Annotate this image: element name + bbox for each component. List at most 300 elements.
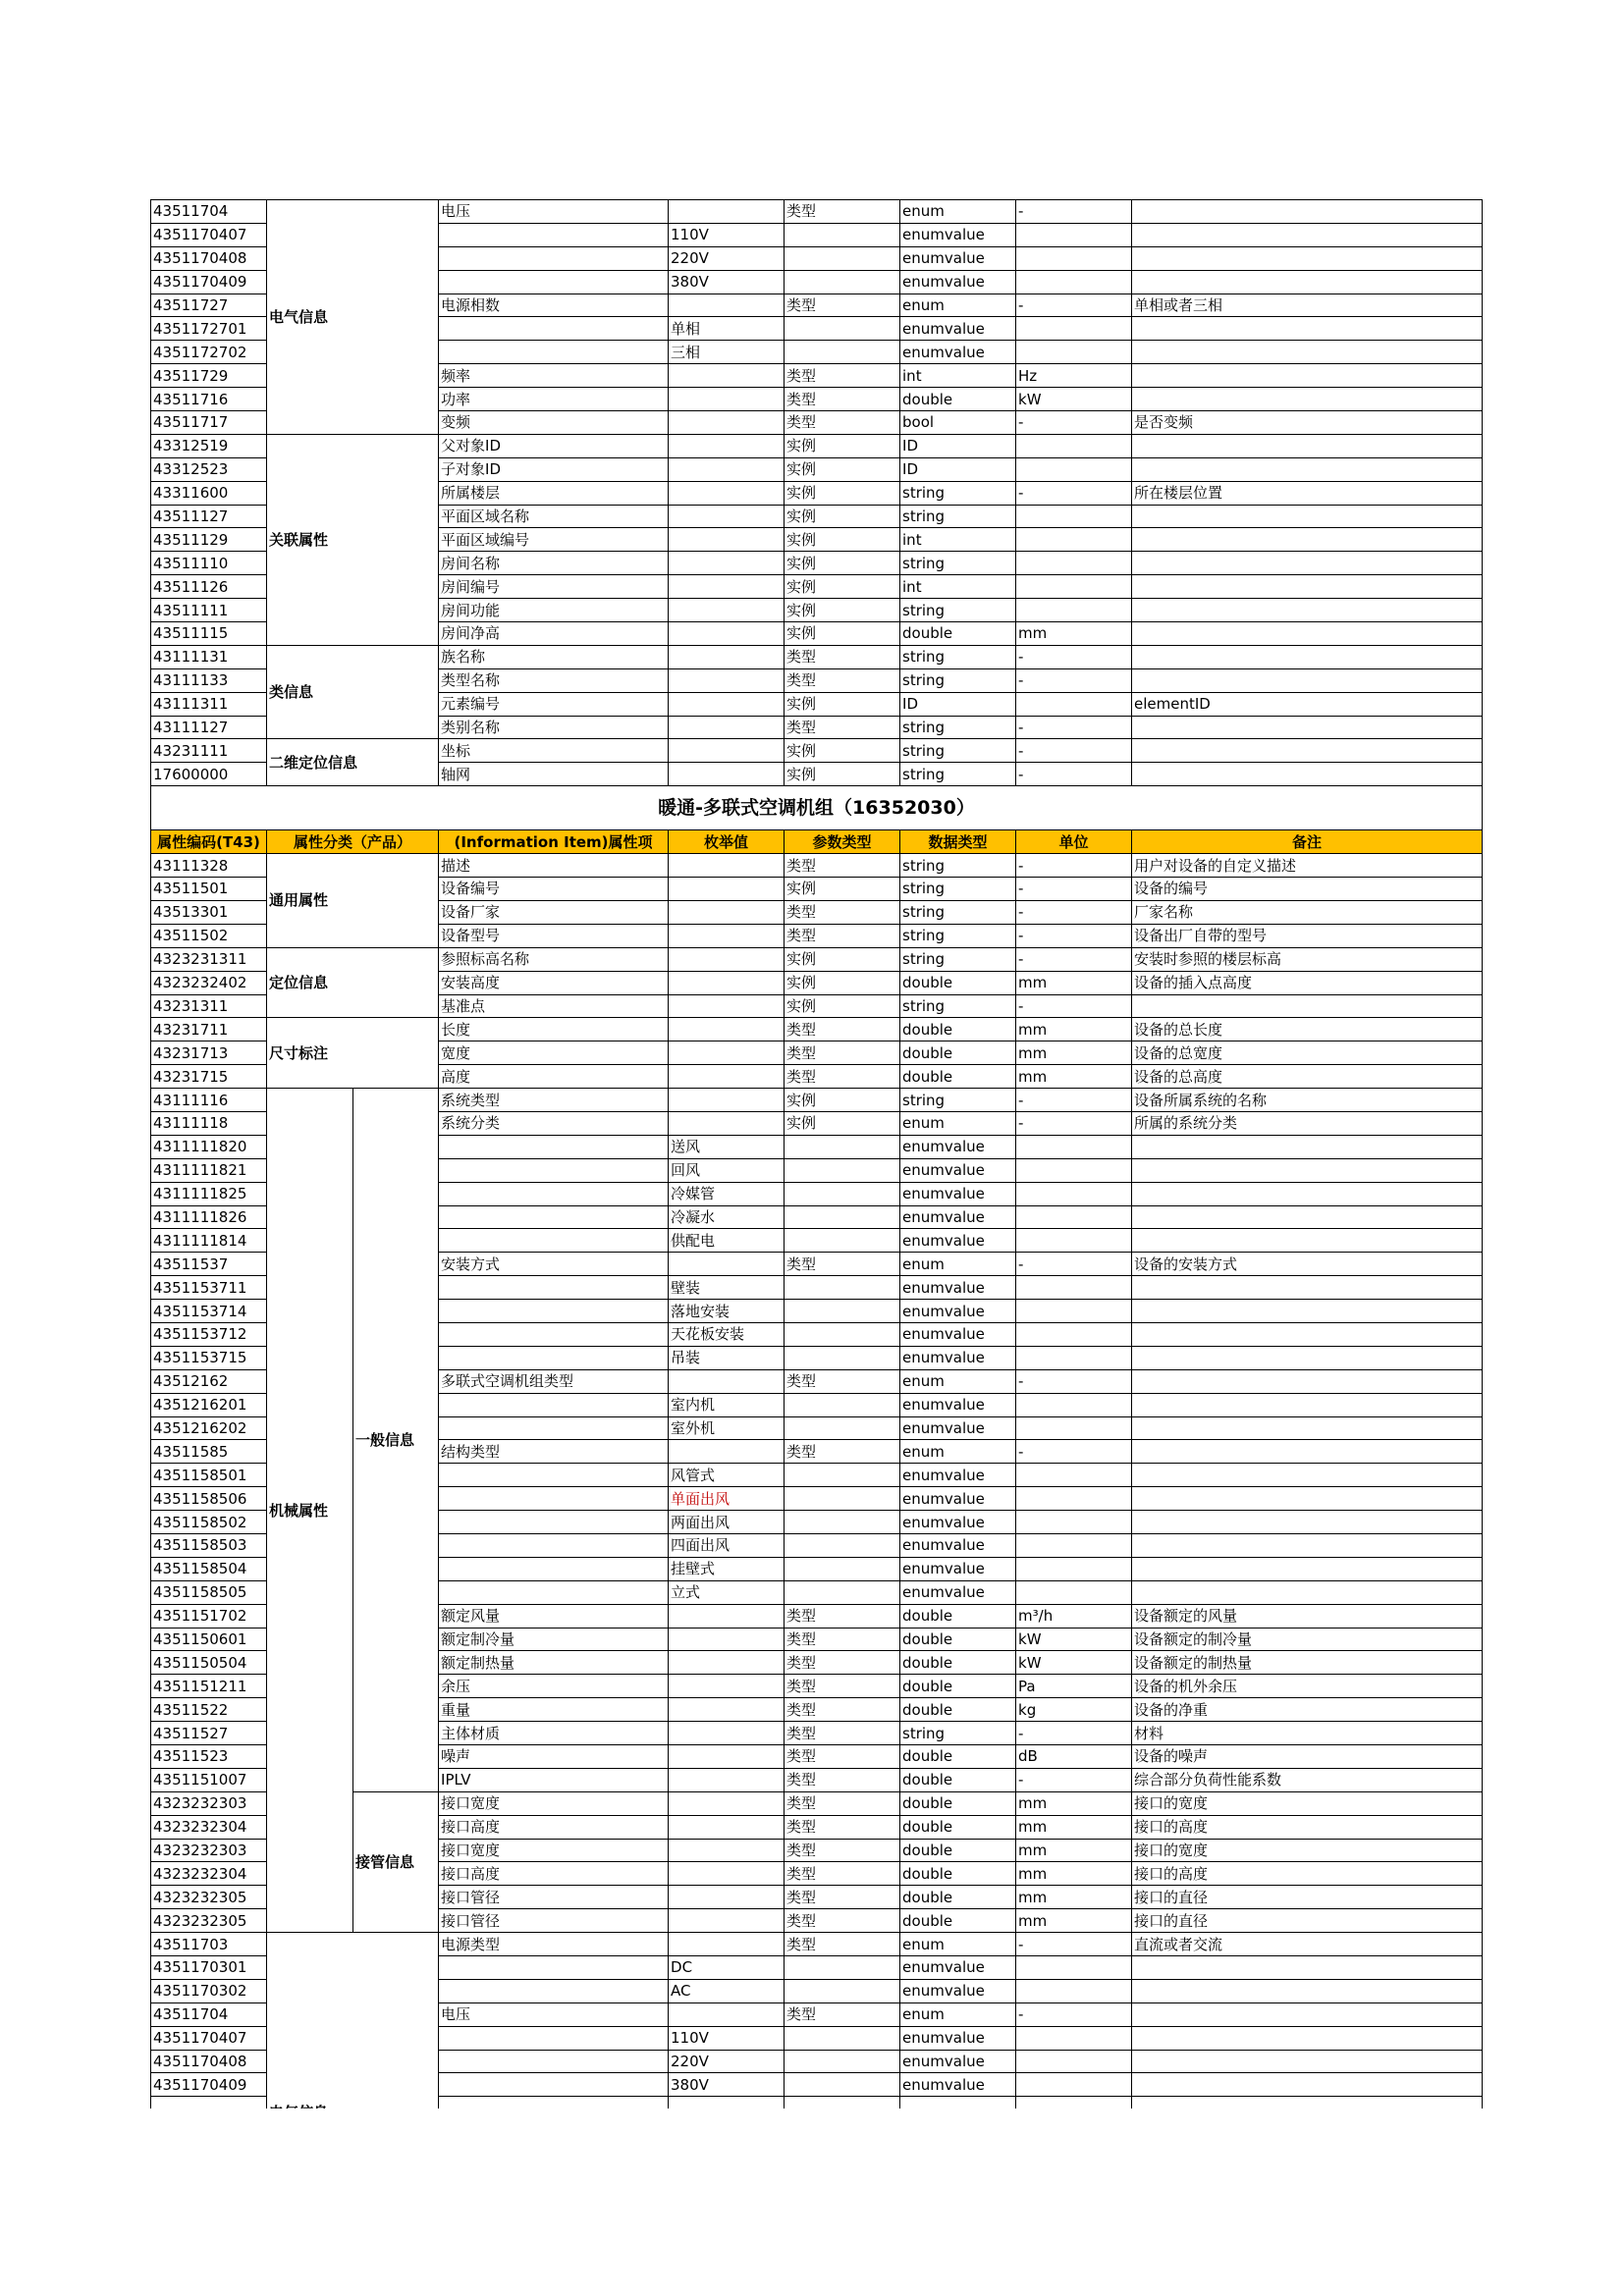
- item-cell: 基准点: [439, 994, 669, 1018]
- remark-cell: 设备的机外余压: [1132, 1675, 1483, 1698]
- param-type-cell: 类型: [785, 1862, 900, 1886]
- unit-cell: [1016, 1557, 1132, 1580]
- code-cell: 4351153714: [151, 1300, 267, 1323]
- code-cell: 43511111: [151, 599, 267, 622]
- data-type-cell: double: [900, 1839, 1016, 1862]
- code-cell: 43511703: [151, 1933, 267, 1956]
- table-row: [151, 1089, 1483, 1112]
- unit-cell: [1016, 1346, 1132, 1369]
- unit-cell: [1016, 528, 1132, 552]
- item-cell: 参照标高名称: [439, 947, 669, 971]
- data-type-cell: enumvalue: [900, 341, 1016, 364]
- item-cell: 多联式空调机组类型: [439, 1369, 669, 1393]
- param-type-cell: [785, 1956, 900, 1980]
- item-cell: 所属楼层: [439, 481, 669, 505]
- param-type-cell: 类型: [785, 1041, 900, 1065]
- param-type-cell: 实例: [785, 763, 900, 786]
- unit-cell: [1016, 1300, 1132, 1323]
- unit-cell: [1016, 1979, 1132, 2002]
- code-cell: 43511523: [151, 1745, 267, 1769]
- unit-cell: [1016, 457, 1132, 481]
- remark-cell: [1132, 223, 1483, 246]
- param-type-cell: [785, 1464, 900, 1487]
- data-type-cell: double: [900, 1041, 1016, 1065]
- unit-cell: -: [1016, 1369, 1132, 1393]
- item-cell: 房间功能: [439, 599, 669, 622]
- spreadsheet-page: [150, 199, 1482, 2120]
- param-type-cell: 类型: [785, 1651, 900, 1675]
- item-cell: 系统分类: [439, 1111, 669, 1135]
- param-type-cell: 实例: [785, 1089, 900, 1112]
- data-type-cell: double: [900, 1628, 1016, 1651]
- enum-cell: 室外机: [669, 1416, 785, 1440]
- remark-cell: 是否变频: [1132, 411, 1483, 435]
- page-bottom-margin: [150, 2109, 1525, 2296]
- code-cell: 43511704: [151, 200, 267, 224]
- code-cell: 43511716: [151, 388, 267, 411]
- remark-cell: [1132, 1369, 1483, 1393]
- item-cell: 设备编号: [439, 878, 669, 901]
- remark-cell: 所属的系统分类: [1132, 1111, 1483, 1135]
- remark-cell: [1132, 246, 1483, 270]
- enum-cell: [669, 528, 785, 552]
- enum-cell: [669, 411, 785, 435]
- item-cell: [439, 1276, 669, 1300]
- code-cell: 4351150504: [151, 1651, 267, 1675]
- param-type-cell: 实例: [785, 1111, 900, 1135]
- code-cell: 4323232402: [151, 971, 267, 994]
- param-type-cell: 类型: [785, 1839, 900, 1862]
- table-row: [151, 434, 1483, 457]
- code-cell: 43231711: [151, 1018, 267, 1041]
- code-cell: 4323232303: [151, 1839, 267, 1862]
- enum-cell: 110V: [669, 2026, 785, 2050]
- remark-cell: [1132, 1557, 1483, 1580]
- remark-cell: [1132, 1956, 1483, 1980]
- code-cell: 4351151007: [151, 1768, 267, 1791]
- item-cell: [439, 2073, 669, 2097]
- item-cell: 轴网: [439, 763, 669, 786]
- code-cell: 43511729: [151, 364, 267, 388]
- remark-cell: [1132, 668, 1483, 692]
- unit-cell: [1016, 246, 1132, 270]
- remark-cell: 厂家名称: [1132, 900, 1483, 924]
- group-label: 通用属性: [267, 854, 439, 948]
- remark-cell: elementID: [1132, 692, 1483, 716]
- param-type-cell: 类型: [785, 1815, 900, 1839]
- enum-cell: [669, 1675, 785, 1698]
- enum-cell: [669, 1886, 785, 1909]
- unit-cell: [1016, 341, 1132, 364]
- unit-cell: [1016, 1182, 1132, 1205]
- code-cell: 4351170408: [151, 2050, 267, 2073]
- enum-cell: 壁装: [669, 1276, 785, 1300]
- data-type-cell: string: [900, 900, 1016, 924]
- unit-cell: [1016, 1533, 1132, 1557]
- column-header: 备注: [1132, 830, 1483, 854]
- param-type-cell: 实例: [785, 575, 900, 599]
- item-cell: 电压: [439, 2002, 669, 2026]
- data-type-cell: enumvalue: [900, 1276, 1016, 1300]
- item-cell: [439, 2050, 669, 2073]
- code-cell: 4351151702: [151, 1604, 267, 1628]
- enum-cell: [669, 668, 785, 692]
- remark-cell: [1132, 1416, 1483, 1440]
- item-cell: 频率: [439, 364, 669, 388]
- remark-cell: 设备额定的制冷量: [1132, 1628, 1483, 1651]
- enum-cell: [669, 900, 785, 924]
- group-label: 电气信息: [267, 200, 439, 435]
- item-cell: 坐标: [439, 739, 669, 763]
- data-type-cell: enumvalue: [900, 1557, 1016, 1580]
- remark-cell: 设备额定的风量: [1132, 1604, 1483, 1628]
- enum-cell: 室内机: [669, 1393, 785, 1416]
- section-title-row: [151, 786, 1483, 830]
- param-type-cell: 实例: [785, 622, 900, 646]
- unit-cell: [1016, 1276, 1132, 1300]
- param-type-cell: 实例: [785, 599, 900, 622]
- data-type-cell: string: [900, 1089, 1016, 1112]
- item-cell: [439, 1300, 669, 1323]
- unit-cell: -: [1016, 1768, 1132, 1791]
- table-row: [151, 1933, 1483, 1956]
- unit-cell: [1016, 1464, 1132, 1487]
- item-cell: 安装方式: [439, 1253, 669, 1276]
- param-type-cell: 类型: [785, 645, 900, 668]
- remark-cell: 设备出厂自带的型号: [1132, 924, 1483, 947]
- enum-cell: [669, 716, 785, 739]
- code-cell: 4311111820: [151, 1135, 267, 1158]
- param-type-cell: [785, 2073, 900, 2097]
- table-row: [151, 1018, 1483, 1041]
- param-type-cell: 实例: [785, 457, 900, 481]
- enum-cell: 单相: [669, 317, 785, 341]
- item-cell: 余压: [439, 1675, 669, 1698]
- param-type-cell: 类型: [785, 388, 900, 411]
- enum-cell: [669, 1604, 785, 1628]
- remark-cell: [1132, 1393, 1483, 1416]
- remark-cell: [1132, 763, 1483, 786]
- item-cell: 电源相数: [439, 294, 669, 317]
- data-type-cell: string: [900, 739, 1016, 763]
- code-cell: 4351153711: [151, 1276, 267, 1300]
- item-cell: [439, 1393, 669, 1416]
- item-cell: [439, 246, 669, 270]
- item-cell: 主体材质: [439, 1722, 669, 1745]
- data-type-cell: enumvalue: [900, 1580, 1016, 1604]
- group-label: 定位信息: [267, 947, 439, 1018]
- code-cell: 43231311: [151, 994, 267, 1018]
- remark-cell: [1132, 528, 1483, 552]
- enum-cell: [669, 481, 785, 505]
- param-type-cell: 类型: [785, 1628, 900, 1651]
- data-type-cell: double: [900, 1886, 1016, 1909]
- data-type-cell: enum: [900, 1369, 1016, 1393]
- item-cell: 电源类型: [439, 1933, 669, 1956]
- param-type-cell: [785, 317, 900, 341]
- unit-cell: mm: [1016, 1791, 1132, 1815]
- unit-cell: mm: [1016, 1815, 1132, 1839]
- unit-cell: -: [1016, 947, 1132, 971]
- enum-cell: [669, 1698, 785, 1722]
- remark-cell: 设备的编号: [1132, 878, 1483, 901]
- param-type-cell: 实例: [785, 739, 900, 763]
- item-cell: [439, 1322, 669, 1346]
- data-type-cell: int: [900, 528, 1016, 552]
- item-cell: [439, 223, 669, 246]
- remark-cell: [1132, 270, 1483, 294]
- data-type-cell: int: [900, 575, 1016, 599]
- item-cell: 父对象ID: [439, 434, 669, 457]
- item-cell: 接口管径: [439, 1909, 669, 1933]
- code-cell: 4351170302: [151, 1979, 267, 2002]
- data-type-cell: double: [900, 1791, 1016, 1815]
- data-type-cell: string: [900, 924, 1016, 947]
- code-cell: 43511527: [151, 1722, 267, 1745]
- data-type-cell: enumvalue: [900, 1158, 1016, 1182]
- remark-cell: [1132, 1229, 1483, 1253]
- group-label: 关联属性: [267, 434, 439, 645]
- enum-cell: [669, 1815, 785, 1839]
- remark-cell: 设备的净重: [1132, 1698, 1483, 1722]
- code-cell: 43511522: [151, 1698, 267, 1722]
- unit-cell: kW: [1016, 388, 1132, 411]
- item-cell: 接口宽度: [439, 1791, 669, 1815]
- enum-cell: 380V: [669, 2073, 785, 2097]
- data-type-cell: string: [900, 994, 1016, 1018]
- data-type-cell: double: [900, 1862, 1016, 1886]
- item-cell: 平面区域名称: [439, 505, 669, 528]
- item-cell: [439, 1229, 669, 1253]
- item-cell: [439, 2026, 669, 2050]
- data-type-cell: enumvalue: [900, 1464, 1016, 1487]
- data-type-cell: enumvalue: [900, 2050, 1016, 2073]
- enum-cell: [669, 1722, 785, 1745]
- data-type-cell: enumvalue: [900, 1956, 1016, 1980]
- data-type-cell: string: [900, 599, 1016, 622]
- remark-cell: 设备的总长度: [1132, 1018, 1483, 1041]
- remark-cell: [1132, 1464, 1483, 1487]
- param-type-cell: [785, 1205, 900, 1229]
- enum-cell: 吊装: [669, 1346, 785, 1369]
- item-cell: [439, 1416, 669, 1440]
- item-cell: 额定制冷量: [439, 1628, 669, 1651]
- data-type-cell: double: [900, 1698, 1016, 1722]
- param-type-cell: [785, 223, 900, 246]
- unit-cell: -: [1016, 763, 1132, 786]
- unit-cell: [1016, 2050, 1132, 2073]
- unit-cell: -: [1016, 668, 1132, 692]
- enum-cell: 三相: [669, 341, 785, 364]
- param-type-cell: [785, 1487, 900, 1511]
- unit-cell: -: [1016, 924, 1132, 947]
- unit-cell: [1016, 1580, 1132, 1604]
- item-cell: [439, 1533, 669, 1557]
- unit-cell: [1016, 317, 1132, 341]
- code-cell: 43111116: [151, 1089, 267, 1112]
- group-label: [267, 1933, 439, 2120]
- param-type-cell: 类型: [785, 1909, 900, 1933]
- param-type-cell: [785, 1511, 900, 1534]
- column-header: 单位: [1016, 830, 1132, 854]
- param-type-cell: [785, 1533, 900, 1557]
- column-header: 参数类型: [785, 830, 900, 854]
- item-cell: [439, 1956, 669, 1980]
- code-cell: 43111118: [151, 1111, 267, 1135]
- column-header: 属性编码(T43): [151, 830, 267, 854]
- param-type-cell: [785, 1229, 900, 1253]
- enum-cell: 220V: [669, 246, 785, 270]
- param-type-cell: 实例: [785, 947, 900, 971]
- enum-cell: [669, 200, 785, 224]
- param-type-cell: 类型: [785, 900, 900, 924]
- unit-cell: [1016, 1229, 1132, 1253]
- remark-cell: [1132, 457, 1483, 481]
- remark-cell: 设备所属系统的名称: [1132, 1089, 1483, 1112]
- param-type-cell: [785, 246, 900, 270]
- enum-cell: [669, 1791, 785, 1815]
- item-cell: 接口管径: [439, 1886, 669, 1909]
- remark-cell: [1132, 1346, 1483, 1369]
- table-row: [151, 947, 1483, 971]
- data-type-cell: enumvalue: [900, 1393, 1016, 1416]
- unit-cell: [1016, 1135, 1132, 1158]
- param-type-cell: 类型: [785, 1369, 900, 1393]
- remark-cell: [1132, 622, 1483, 646]
- item-cell: [439, 317, 669, 341]
- code-cell: 4351158504: [151, 1557, 267, 1580]
- data-type-cell: string: [900, 481, 1016, 505]
- item-cell: [439, 1135, 669, 1158]
- enum-cell: [669, 552, 785, 575]
- unit-cell: -: [1016, 994, 1132, 1018]
- remark-cell: 接口的直径: [1132, 1886, 1483, 1909]
- code-cell: 43511502: [151, 924, 267, 947]
- param-type-cell: [785, 341, 900, 364]
- enum-cell: [669, 1768, 785, 1791]
- item-cell: [439, 1205, 669, 1229]
- data-type-cell: enum: [900, 1440, 1016, 1464]
- enum-cell: [669, 457, 785, 481]
- item-cell: 房间名称: [439, 552, 669, 575]
- subgroup-label: 一般信息: [353, 1089, 439, 1792]
- remark-cell: 直流或者交流: [1132, 1933, 1483, 1956]
- remark-cell: 设备的安装方式: [1132, 1253, 1483, 1276]
- enum-cell: 220V: [669, 2050, 785, 2073]
- data-type-cell: enumvalue: [900, 1182, 1016, 1205]
- code-cell: 4351151211: [151, 1675, 267, 1698]
- param-type-cell: 类型: [785, 668, 900, 692]
- remark-cell: 设备的总宽度: [1132, 1041, 1483, 1065]
- code-cell: 4323231311: [151, 947, 267, 971]
- param-type-cell: 类型: [785, 294, 900, 317]
- enum-cell: 供配电: [669, 1229, 785, 1253]
- enum-cell: 110V: [669, 223, 785, 246]
- data-type-cell: double: [900, 1909, 1016, 1933]
- data-type-cell: string: [900, 552, 1016, 575]
- enum-cell: 挂壁式: [669, 1557, 785, 1580]
- data-type-cell: enum: [900, 1111, 1016, 1135]
- enum-cell: 两面出风: [669, 1511, 785, 1534]
- table-row: [151, 739, 1483, 763]
- column-header: (Information Item)属性项: [439, 830, 669, 854]
- item-cell: 接口宽度: [439, 1839, 669, 1862]
- enum-cell: [669, 622, 785, 646]
- code-cell: 43231715: [151, 1065, 267, 1089]
- param-type-cell: 类型: [785, 1604, 900, 1628]
- remark-cell: [1132, 1276, 1483, 1300]
- param-type-cell: [785, 1557, 900, 1580]
- item-cell: [439, 1464, 669, 1487]
- remark-cell: 设备的噪声: [1132, 1745, 1483, 1769]
- data-type-cell: enumvalue: [900, 1533, 1016, 1557]
- item-cell: 安装高度: [439, 971, 669, 994]
- code-cell: 4351170301: [151, 1956, 267, 1980]
- param-type-cell: 类型: [785, 854, 900, 878]
- code-cell: 4323232304: [151, 1815, 267, 1839]
- code-cell: 4351150601: [151, 1628, 267, 1651]
- code-cell: 43511126: [151, 575, 267, 599]
- data-type-cell: enumvalue: [900, 270, 1016, 294]
- remark-cell: [1132, 2050, 1483, 2073]
- unit-cell: [1016, 434, 1132, 457]
- param-type-cell: 类型: [785, 1440, 900, 1464]
- unit-cell: -: [1016, 878, 1132, 901]
- column-header: 属性分类（产品）: [267, 830, 439, 854]
- enum-cell: [669, 1111, 785, 1135]
- enum-cell: [669, 434, 785, 457]
- unit-cell: -: [1016, 294, 1132, 317]
- enum-cell: [669, 692, 785, 716]
- unit-cell: mm: [1016, 1041, 1132, 1065]
- enum-cell: [669, 924, 785, 947]
- code-cell: 4351216202: [151, 1416, 267, 1440]
- param-type-cell: [785, 1979, 900, 2002]
- enum-cell: [669, 1839, 785, 1862]
- data-type-cell: double: [900, 1675, 1016, 1698]
- param-type-cell: [785, 270, 900, 294]
- remark-cell: [1132, 1580, 1483, 1604]
- table-row: [151, 200, 1483, 224]
- data-type-cell: ID: [900, 434, 1016, 457]
- unit-cell: -: [1016, 481, 1132, 505]
- code-cell: 43111133: [151, 668, 267, 692]
- code-cell: 43511717: [151, 411, 267, 435]
- data-type-cell: enumvalue: [900, 317, 1016, 341]
- column-header: 枚举值: [669, 830, 785, 854]
- enum-cell: [669, 1440, 785, 1464]
- param-type-cell: 实例: [785, 994, 900, 1018]
- item-cell: 重量: [439, 1698, 669, 1722]
- remark-cell: 设备的总高度: [1132, 1065, 1483, 1089]
- remark-cell: 安装时参照的楼层标高: [1132, 947, 1483, 971]
- param-type-cell: 类型: [785, 1768, 900, 1791]
- data-type-cell: enumvalue: [900, 1322, 1016, 1346]
- enum-cell: [669, 1041, 785, 1065]
- code-cell: 4351170409: [151, 270, 267, 294]
- param-type-cell: [785, 2050, 900, 2073]
- remark-cell: 接口的直径: [1132, 1909, 1483, 1933]
- code-cell: 4351158501: [151, 1464, 267, 1487]
- data-type-cell: enumvalue: [900, 1300, 1016, 1323]
- param-type-cell: 类型: [785, 1886, 900, 1909]
- code-cell: 4351158503: [151, 1533, 267, 1557]
- section-title: 暖通-多联式空调机组（16352030）: [151, 786, 1483, 830]
- enum-cell: [669, 947, 785, 971]
- item-cell: 额定制热量: [439, 1651, 669, 1675]
- enum-cell: [669, 1933, 785, 1956]
- param-type-cell: 类型: [785, 364, 900, 388]
